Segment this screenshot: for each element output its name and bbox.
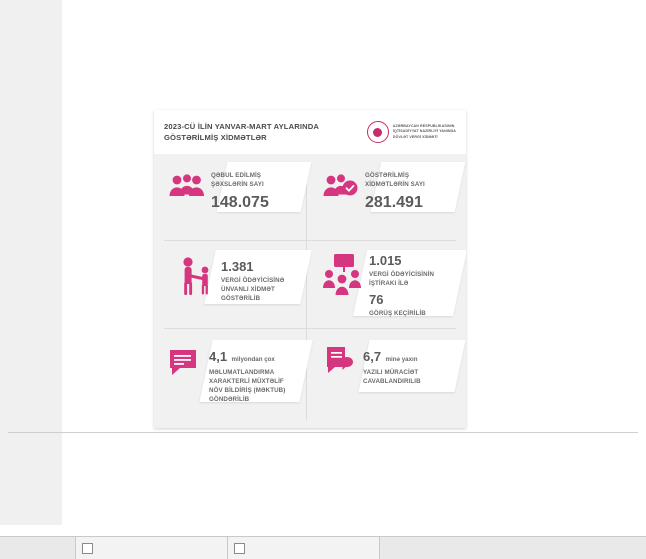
stat-label-line-1: QƏBUL EDİLMİŞ: [211, 172, 262, 179]
stat-written-appeals: [324, 344, 421, 387]
taskbar-item-1[interactable]: [76, 537, 228, 559]
stat-value: 6,7: [363, 349, 382, 364]
stat-taxpayer-meetings: [322, 252, 434, 319]
infographic-card: [154, 110, 466, 428]
stat-value-row: [363, 348, 421, 366]
stat-value-row: [209, 348, 285, 366]
stat-label-line-3: NÖV BİLDİRİŞ (MƏKTUB): [209, 386, 286, 394]
taskbar-item-2[interactable]: [228, 537, 380, 559]
people-group-icon: [168, 172, 204, 207]
window-icon: [82, 543, 93, 554]
stat-label-line-1: VERGİ ÖDƏYİCİSİNƏ: [221, 277, 285, 285]
taskbar[interactable]: [0, 536, 646, 559]
card-title-line-1: 2023-CÜ İLİN YANVAR-MART AYLARINDA: [164, 122, 320, 131]
column-divider: [306, 162, 307, 420]
speech-bubble-icon: [168, 346, 202, 385]
window-icon: [234, 543, 245, 554]
stat-label-line-3: GÖSTƏRİLİB: [221, 295, 261, 303]
card-body: [154, 154, 466, 428]
stat-label-line-1: MƏLUMATLANDIRMA: [209, 369, 275, 376]
stat-label-line-2: ŞƏXSLƏRİN SAYI: [211, 180, 264, 188]
stat-value: 1.381: [221, 259, 254, 274]
stat-label-line-1: YAZILI MÜRACİƏT: [363, 369, 419, 376]
stat-value-suffix: minə yaxın: [385, 356, 418, 363]
stat-services-rendered-text: [365, 172, 425, 212]
stat-label-line-3: GÖRÜŞ KEÇİRİLİB: [369, 309, 426, 317]
page-left-gutter: [0, 0, 63, 525]
presentation-people-icon: [322, 252, 362, 303]
stat-value: 148.075: [211, 193, 269, 211]
logo-text: [393, 124, 456, 140]
stat-value: 281.491: [365, 193, 423, 211]
stat-taxpayer-meetings-text: [369, 252, 434, 319]
stat-label-line-2: ÜNVANLI XİDMƏT: [221, 286, 275, 294]
taskbar-start-button[interactable]: [0, 537, 76, 559]
stat-label-line-2: İŞTİRAKI İLƏ: [369, 280, 409, 288]
logo-line-3: DÖVLƏT VERGİ XİDMƏTİ: [392, 134, 438, 139]
stat-received-persons: [168, 172, 269, 212]
card-title-line-2: GÖSTƏRİLMİŞ XİDMƏTLƏR: [164, 133, 267, 142]
stat-label-line-2: XARAKTERLİ MÜXTƏLİF: [209, 377, 284, 385]
stat-label-line-1: GÖSTƏRİLMİŞ: [365, 172, 410, 179]
handshake-icon: [180, 256, 214, 303]
stat-information-letters-text: [209, 346, 285, 405]
horizontal-divider: [8, 432, 638, 433]
stat-value: 4,1: [209, 349, 228, 364]
row-divider-2: [164, 328, 456, 329]
logo-line-2: İQTİSADİYYAT NAZİRLİYİ YANINDA: [392, 129, 456, 134]
stat-label-line-2: CAVABLANDIRILIB: [363, 377, 421, 385]
organization-logo: [367, 121, 456, 143]
people-check-icon: [322, 172, 358, 207]
stat-label-line-2: XİDMƏTLƏRİN SAYI: [365, 180, 425, 188]
logo-line-1: AZƏRBAYCAN RESPUBLİKASININ: [392, 123, 455, 128]
stat-targeted-service-text: [221, 256, 284, 304]
document-chat-icon: [324, 344, 356, 383]
card-header: [154, 110, 466, 154]
stat-label-line-4: GÖNDƏRİLİB: [209, 395, 250, 403]
stat-services-rendered: [322, 172, 425, 212]
stat-value: 1.015: [369, 253, 402, 268]
stat-written-appeals-text: [363, 344, 421, 387]
stat-received-persons-text: [211, 172, 269, 212]
row-divider-1: [164, 240, 456, 241]
stat-label-line-1: VERGİ ÖDƏYİCİSİNİN: [369, 271, 435, 279]
stat-information-letters: [168, 346, 285, 405]
stat-value-secondary: 76: [369, 292, 384, 308]
stat-targeted-service: [180, 256, 284, 304]
stat-value-suffix: milyondan çox: [231, 356, 275, 363]
state-tax-service-emblem-icon: [367, 121, 389, 143]
card-title: [164, 121, 367, 143]
